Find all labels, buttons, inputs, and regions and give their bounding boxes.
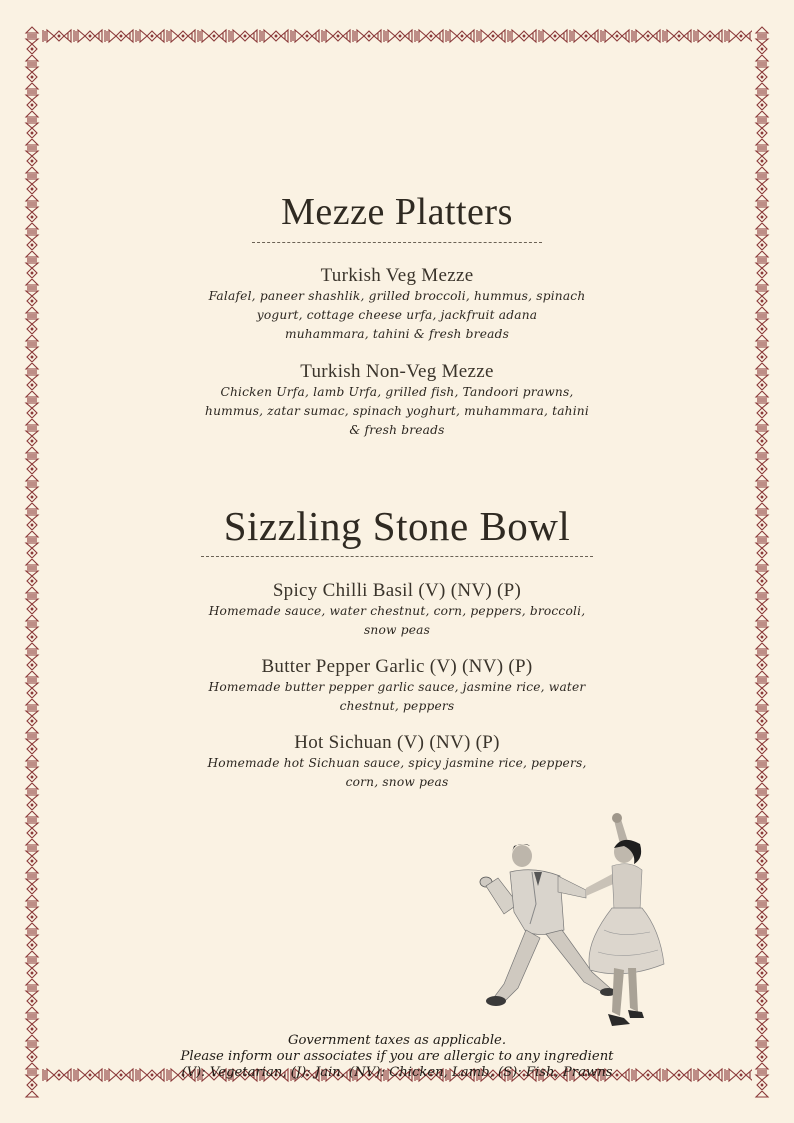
menu-item-turkish-veg-mezze <box>180 265 614 344</box>
description-line: Homemade sauce, water chestnut, corn, peppers, broccoli, <box>208 604 586 618</box>
description-line: Homemade butter pepper garlic sauce, jasmine rice, water <box>208 680 586 694</box>
menu-item-hot-sichuan <box>180 732 614 792</box>
item-name: Turkish Veg Mezze <box>320 265 474 286</box>
description-line: corn, snow peas <box>345 775 449 789</box>
footer-taxes-note: Government taxes as applicable. <box>287 1033 507 1048</box>
menu-item-spicy-chilli-basil <box>180 580 614 640</box>
description-line: Falafel, paneer shashlik, grilled broccoli, hummus, spinach <box>208 289 586 303</box>
left-border-pattern-icon <box>24 26 40 1098</box>
section-title-sizzling-stone-bowl: Sizzling Stone Bowl <box>223 503 571 549</box>
item-description <box>180 383 614 440</box>
description-line: Homemade hot Sichuan sauce, spicy jasmine rice, peppers, <box>207 756 587 770</box>
description-line: chestnut, peppers <box>339 699 455 713</box>
description-line: muhammara, tahini & fresh breads <box>284 327 510 341</box>
description-line: & fresh breads <box>349 423 445 437</box>
footer-legend: (V): Vegetarian, (J): Jain, (NV): Chicken, Lamb, (S): Fish, Prawns <box>181 1065 613 1080</box>
top-border-pattern-icon <box>42 28 752 44</box>
item-description <box>180 754 614 792</box>
footer-allergy-note: Please inform our associates if you are allergic to any ingredient <box>180 1049 614 1064</box>
item-description <box>180 287 614 344</box>
menu-item-turkish-non-veg-mezze <box>180 361 614 440</box>
section-title-mezze-platters: Mezze Platters <box>281 191 513 233</box>
dancers-illustration-icon <box>474 812 670 1032</box>
item-name: Spicy Chilli Basil (V) (NV) (P) <box>272 580 522 601</box>
description-line: snow peas <box>363 623 431 637</box>
item-name: Hot Sichuan (V) (NV) (P) <box>294 732 500 753</box>
description-line: hummus, zatar sumac, spinach yoghurt, muhammara, tahini <box>205 404 589 418</box>
menu-item-butter-pepper-garlic <box>180 656 614 716</box>
description-line: Chicken Urfa, lamb Urfa, grilled fish, Tandoori prawns, <box>220 385 574 399</box>
item-description <box>180 678 614 716</box>
item-name: Turkish Non-Veg Mezze <box>300 361 494 382</box>
item-name: Butter Pepper Garlic (V) (NV) (P) <box>261 656 533 677</box>
section-divider <box>201 556 593 557</box>
description-line: yogurt, cottage cheese urfa, jackfruit adana <box>256 308 538 322</box>
right-border-pattern-icon <box>754 26 770 1098</box>
footer-notes <box>0 1033 794 1081</box>
item-description <box>180 602 614 640</box>
section-divider <box>252 242 542 243</box>
